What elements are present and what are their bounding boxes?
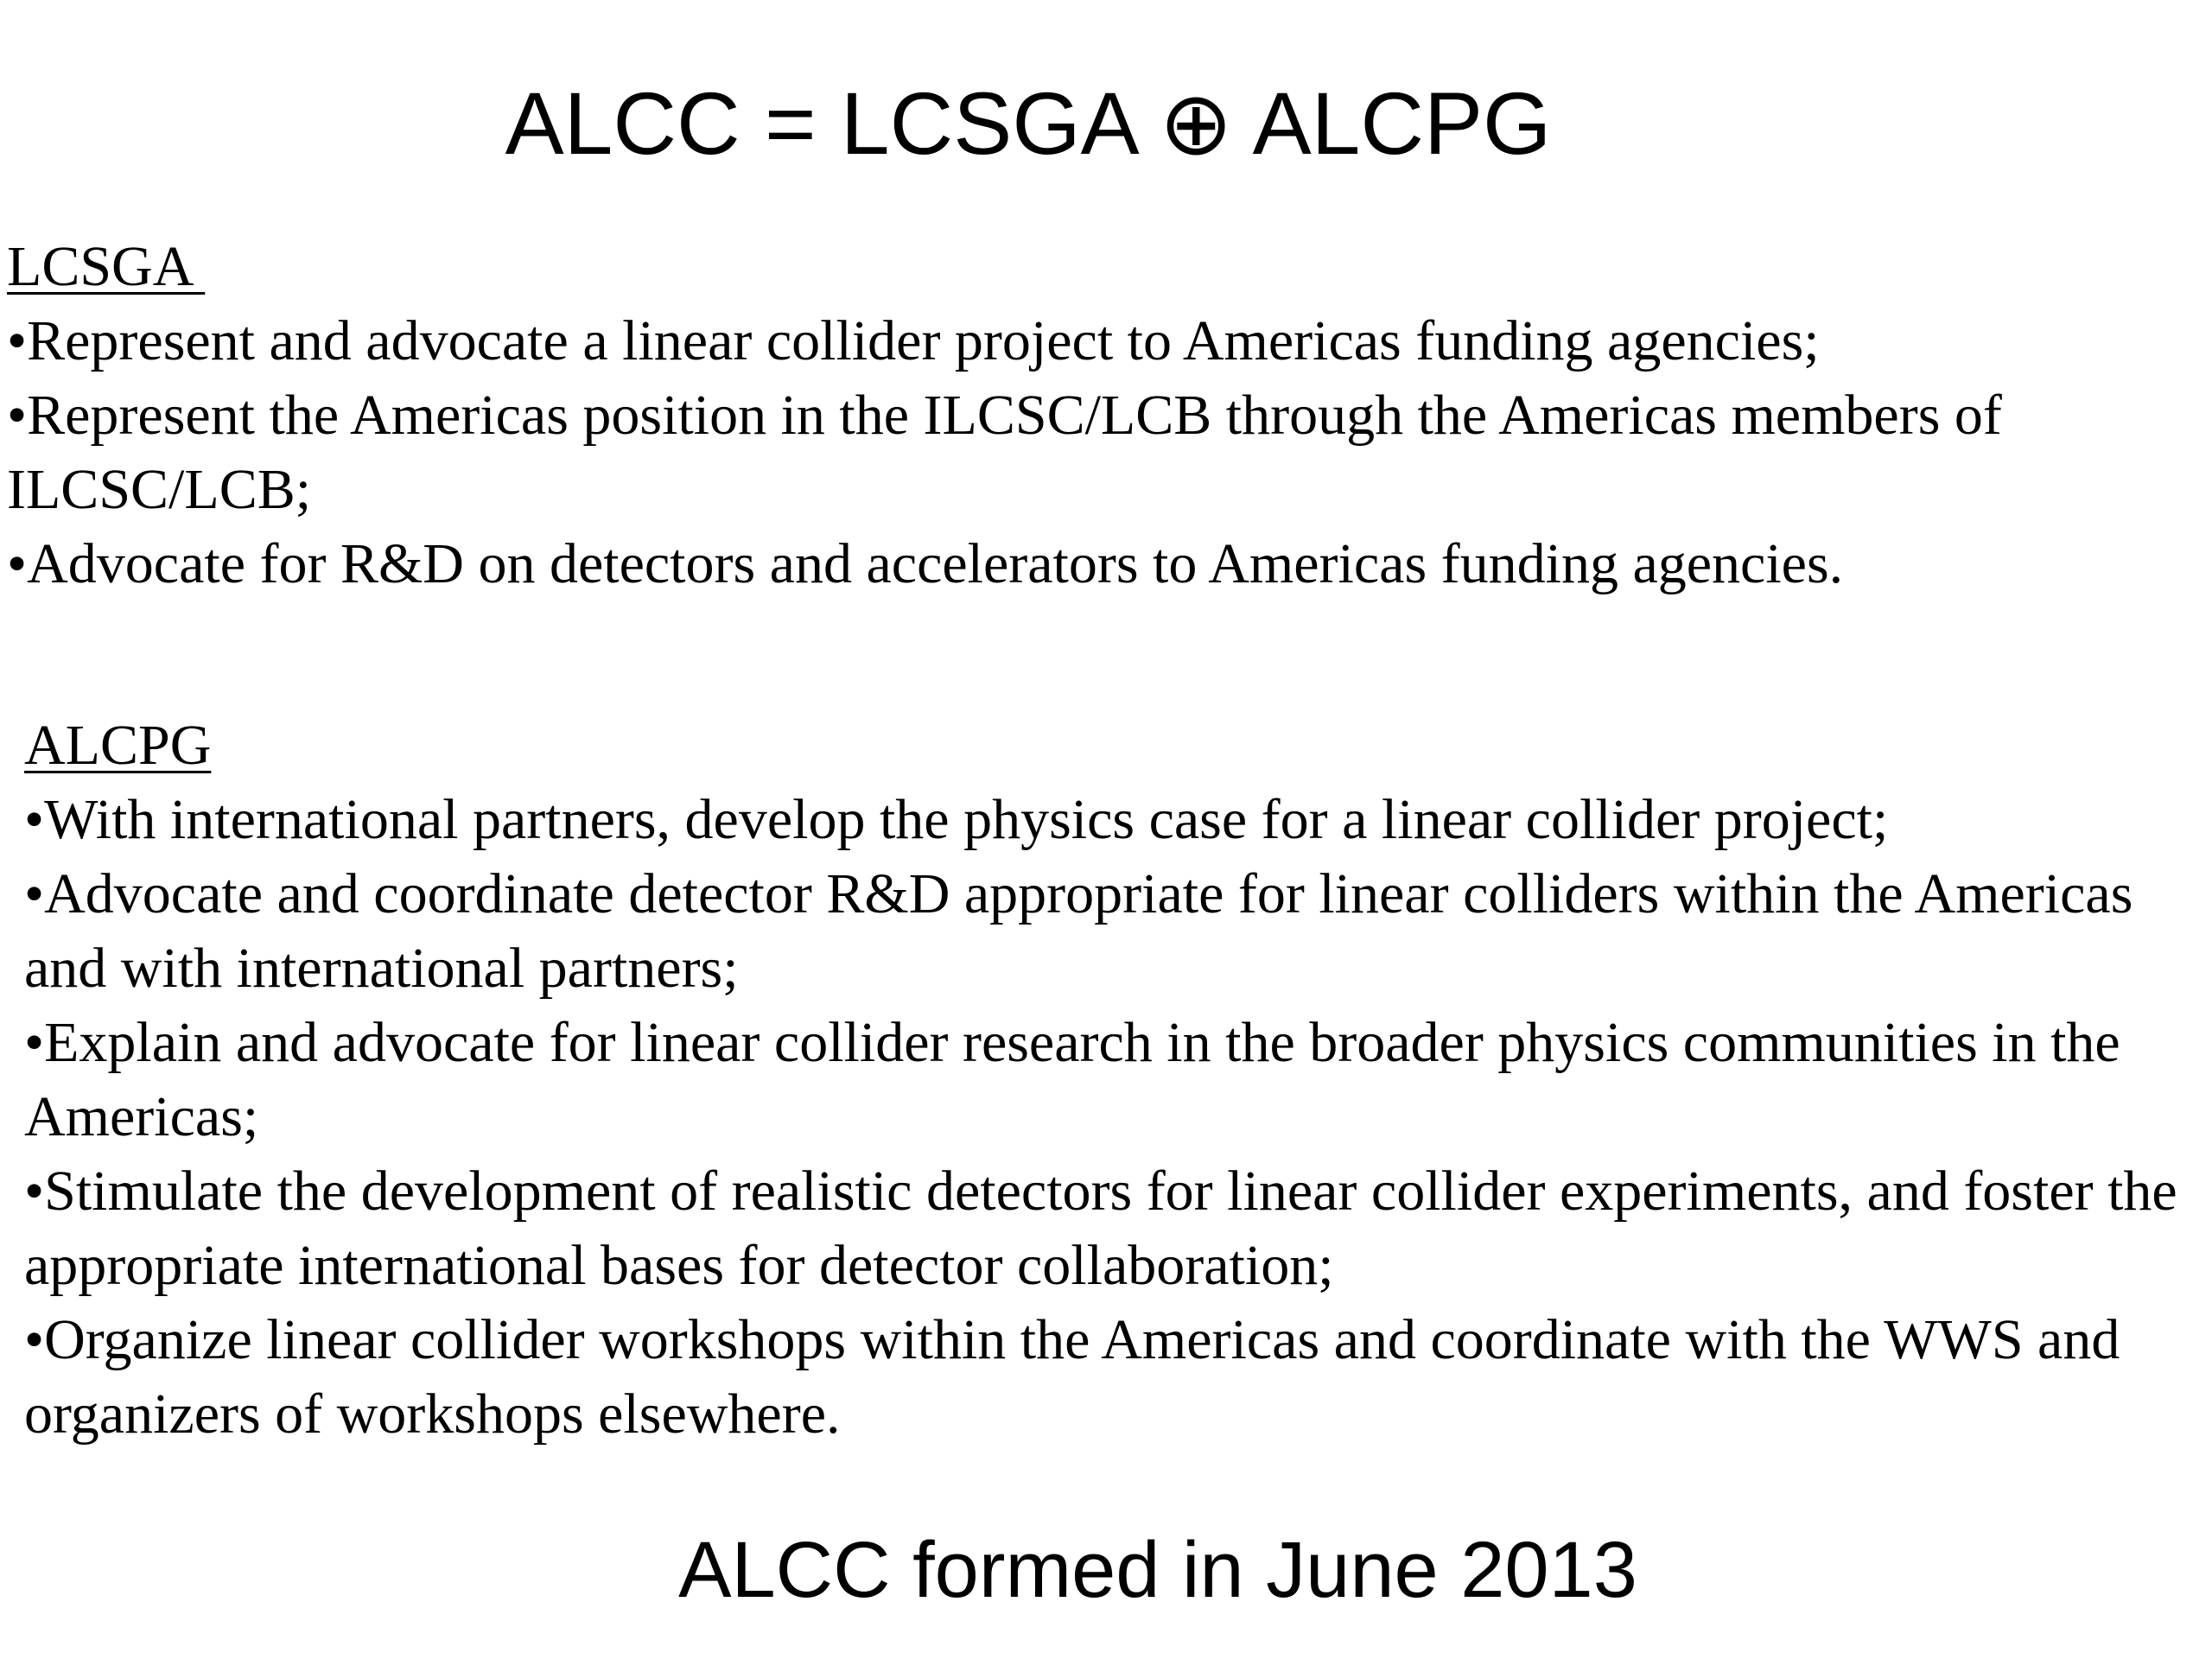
lcsga-item-2: •Represent the Americas position in the ILCSC/LCB through the Americas members of ILCSC/LCB; [7,384,2002,521]
alcpg-item-1: •With international partners, develop the physics case for a linear collider project; [24,788,1889,851]
lcsga-section [7,230,2210,601]
footer-note: ALCC formed in June 2013 [678,1526,1637,1614]
lcsga-item-1: •Represent and advocate a linear collider project to Americas funding agencies; [7,309,1820,372]
alcpg-section [24,709,2212,1452]
alcpg-item-2: •Advocate and coordinate detector R&D appropriate for linear colliders within the Americas and with international partners; [24,862,2133,1000]
alcpg-item-3: •Explain and advocate for linear collider research in the broader physics communities in the Americas; [24,1011,2120,1148]
alcpg-item-5: •Organize linear collider workshops within the Americas and coordinate with the WWS and organizers of workshops elsewhere. [24,1308,2120,1446]
lcsga-item-3: •Advocate for R&D on detectors and accelerators to Americas funding agencies. [7,532,1844,595]
alcpg-item-4: •Stimulate the development of realistic detectors for linear collider experiments, and foster the appropriate international bases for detector collaboration; [24,1160,2177,1297]
alcpg-heading: ALCPG [24,714,212,777]
slide-title: ALCC = LCSGA ⊕ ALCPG [505,74,1552,173]
lcsga-heading: LCSGA [7,235,206,298]
